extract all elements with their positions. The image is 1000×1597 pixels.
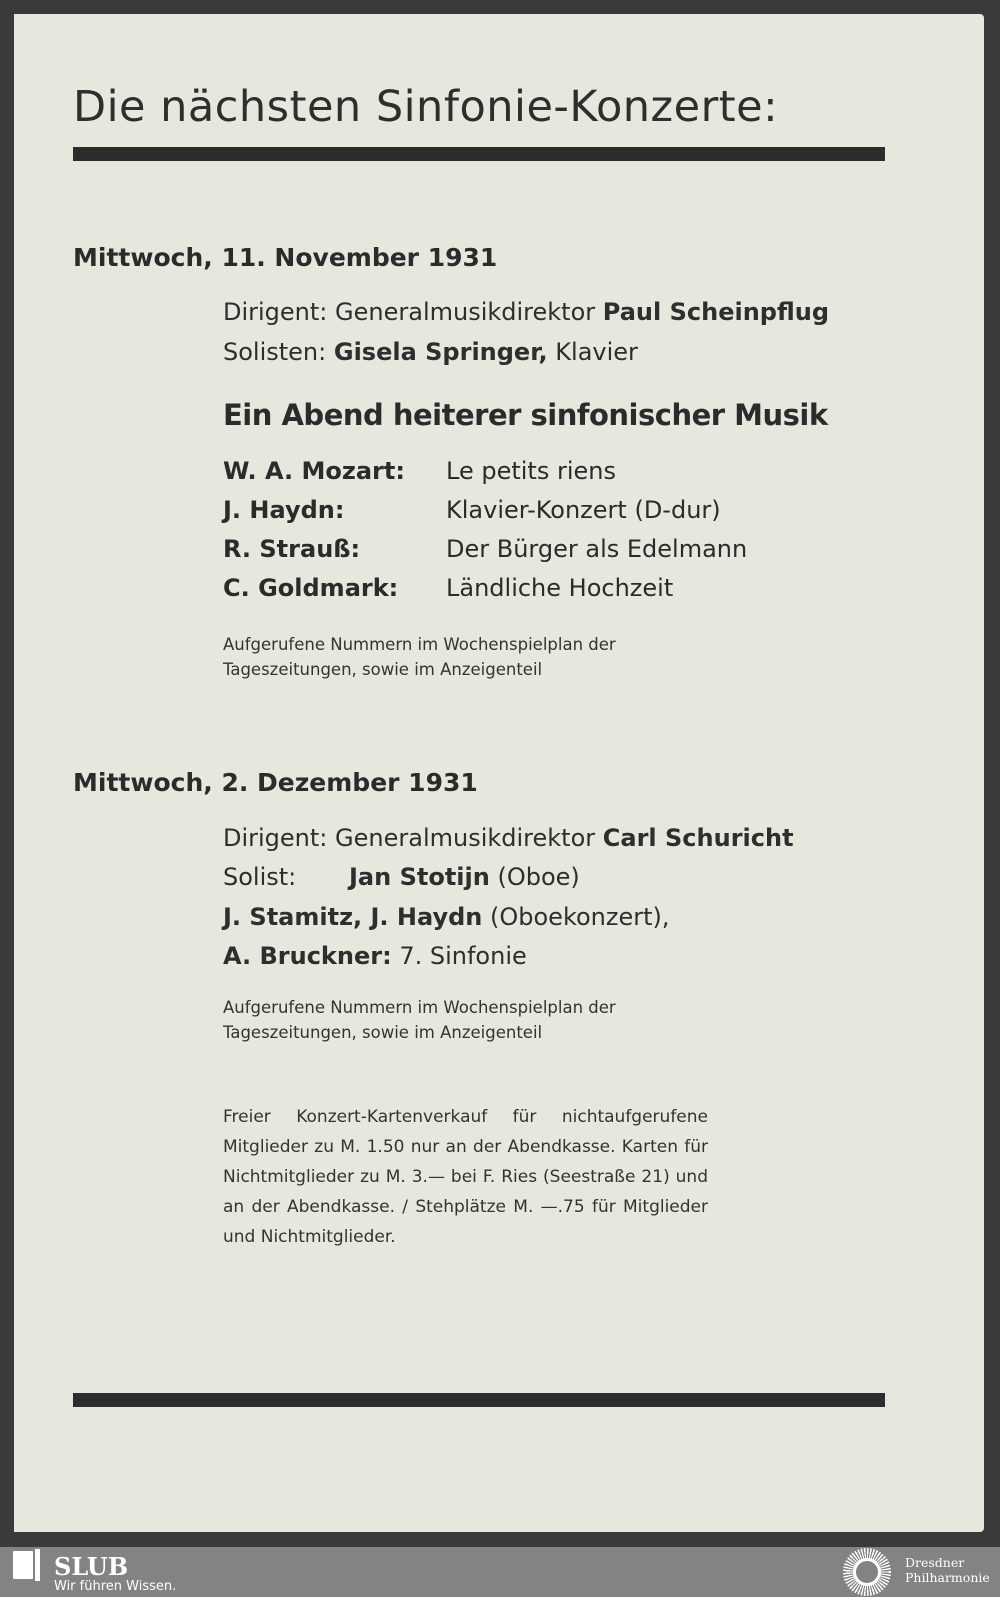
logo-line: Dresdner xyxy=(905,1555,965,1570)
logo-line: Philharmonie xyxy=(905,1570,990,1585)
note-line: Tageszeitungen, sowie im Anzeigenteil xyxy=(223,660,543,679)
composer: C. Goldmark: xyxy=(223,574,399,602)
concert-1-conductor xyxy=(223,298,829,326)
conductor-label: Dirigent: xyxy=(223,824,328,852)
concert-2-note xyxy=(223,995,616,1045)
concert-1-headline: Ein Abend heiterer sinfonischer Musik xyxy=(223,398,828,432)
concert-2-program-line xyxy=(223,942,527,970)
program-item xyxy=(223,496,721,524)
composer: R. Strauß: xyxy=(223,535,361,563)
page-title: Die nächsten Sinfonie-Konzerte: xyxy=(73,82,779,132)
program-item xyxy=(223,535,747,563)
conductor-role: Generalmusikdirektor xyxy=(335,824,596,852)
conductor-role: Generalmusikdirektor xyxy=(335,298,596,326)
footer-bar xyxy=(0,1547,1000,1597)
composer: J. Haydn: xyxy=(223,496,345,524)
sunburst-icon[interactable] xyxy=(843,1548,891,1596)
work: Der Bürger als Edelmann xyxy=(446,535,748,563)
work: (Oboekonzert), xyxy=(490,903,670,931)
soloist-label: Solist: xyxy=(223,863,297,891)
concert-1-note xyxy=(223,632,616,682)
soloist-name: Gisela Springer, xyxy=(333,338,548,366)
note-line: Aufgerufene Nummern im Wochenspielplan der xyxy=(223,635,616,654)
soloist-instrument: Klavier xyxy=(555,338,638,366)
slub-tagline: Wir führen Wissen. xyxy=(54,1579,177,1594)
soloist-name: Jan Stotijn xyxy=(349,863,490,891)
slub-logo-text[interactable]: SLUB xyxy=(54,1552,129,1581)
conductor-name: Carl Schuricht xyxy=(602,824,794,852)
ticket-info: Freier Konzert-Kartenverkauf für nichtaufgerufene Mitglieder zu M. 1.50 nur an der Abendkasse. Karten für Nichtmitglieder zu M. 3.— bei F. Ries (Seestraße 21) und an der Abendkasse. / Stehplätze M. —.75 für Mitglieder und Nichtmitglieder. xyxy=(223,1107,708,1247)
concert-2-date: Mittwoch, 2. Dezember 1931 xyxy=(73,768,478,797)
concert-2-program-line xyxy=(223,903,670,931)
work: Le petits riens xyxy=(446,457,616,485)
concert-1-date: Mittwoch, 11. November 1931 xyxy=(73,243,498,272)
philharmonie-logo-text[interactable] xyxy=(905,1555,990,1585)
work: Klavier-Konzert (D-dur) xyxy=(446,496,721,524)
concert-2-conductor xyxy=(223,824,794,852)
program-item xyxy=(223,574,673,602)
bottom-rule xyxy=(73,1393,885,1407)
work: 7. Sinfonie xyxy=(399,942,527,970)
concert-1-soloist xyxy=(223,338,638,366)
top-rule xyxy=(73,147,885,161)
book-icon xyxy=(13,1551,33,1579)
soloist-instrument: (Oboe) xyxy=(497,863,580,891)
composer: W. A. Mozart: xyxy=(223,457,405,485)
composer: A. Bruckner: xyxy=(223,942,392,970)
note-line: Tageszeitungen, sowie im Anzeigenteil xyxy=(223,1023,543,1042)
work: Ländliche Hochzeit xyxy=(446,574,674,602)
composers: J. Stamitz, J. Haydn xyxy=(223,903,483,931)
conductor-label: Dirigent: xyxy=(223,298,328,326)
soloist-label: Solisten: xyxy=(223,338,327,366)
program-item xyxy=(223,457,616,485)
conductor-name: Paul Scheinpflug xyxy=(602,298,830,326)
note-line: Aufgerufene Nummern im Wochenspielplan der xyxy=(223,998,616,1017)
concert-2-soloist xyxy=(223,863,580,891)
